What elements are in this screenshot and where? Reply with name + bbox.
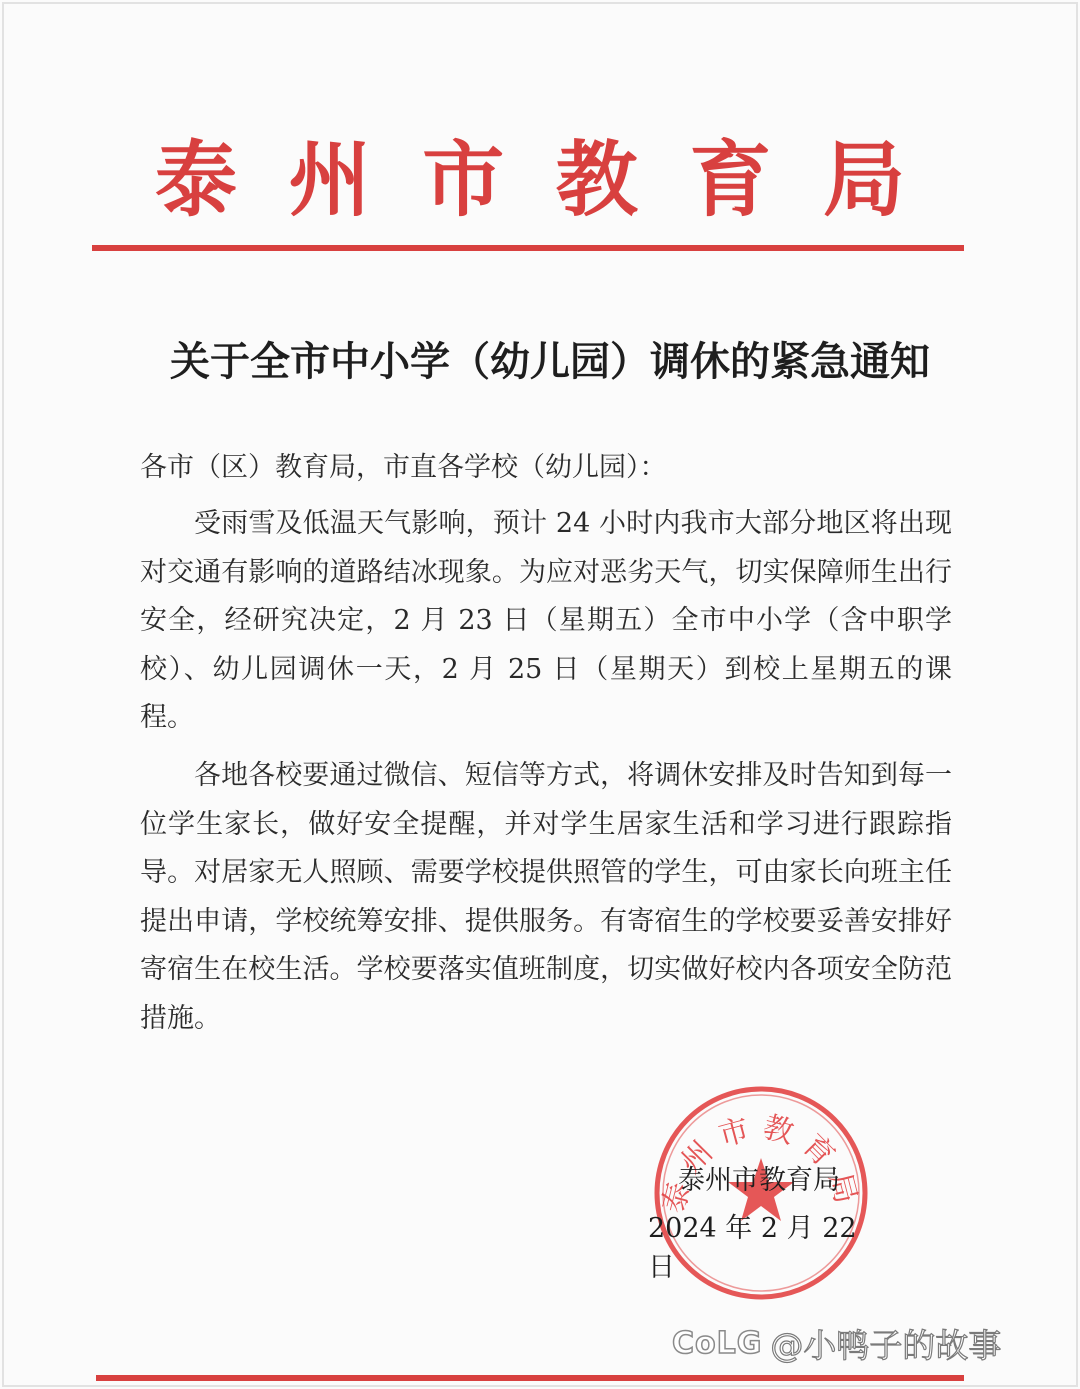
header-red-rule xyxy=(92,245,964,251)
signature-date: 2024 年 2 月 22 日 xyxy=(648,1213,857,1283)
header-char: 泰 xyxy=(155,131,238,228)
footer-red-rule xyxy=(96,1375,964,1381)
watermark-logo: CoLG xyxy=(672,1325,763,1361)
header-char: 教 xyxy=(555,131,638,228)
seal-text: 泰州市教育局 xyxy=(656,1109,866,1217)
body-paragraph-1: 受雨雪及低温天气影响，预计 24 小时内我市大部分地区将出现对交通有影响的道路结冰现象。为应对恶劣天气，切实保障师生出行安全，经研究决定，2 月 23 日（星期五）全市中小学（含中职学校）、幼儿园调休一天，2 月 25 日（星期天）到校上星期五的课程。 xyxy=(140,508,952,733)
document-title: 关于全市中小学（幼儿园）调休的紧急通知 xyxy=(170,339,930,385)
watermark-text: @小鸭子的故事 xyxy=(770,1325,1002,1365)
body-paragraph-2: 各地各校要通过微信、短信等方式，将调休安排及时告知到每一位学生家长，做好安全提醒，并对学生居家生活和学习进行跟踪指导。对居家无人照顾、需要学校提供照管的学生，可由家长向班主任提出申请，学校统筹安排、提供服务。有寄宿生的学校要妥善安排好寄宿生在校生活。学校要落实值班制度，切实做好校内各项安全防范措施。 xyxy=(140,760,952,1034)
header-char: 州 xyxy=(288,131,371,228)
header-char: 局 xyxy=(822,131,905,228)
header-char: 育 xyxy=(689,131,772,228)
watermark xyxy=(672,1318,1001,1368)
header-char: 市 xyxy=(422,131,505,228)
signature-org: 泰州市教育局 xyxy=(678,1165,840,1196)
issuer-header xyxy=(95,118,965,228)
salutation: 各市（区）教育局，市直各学校（幼儿园）： xyxy=(140,452,667,483)
